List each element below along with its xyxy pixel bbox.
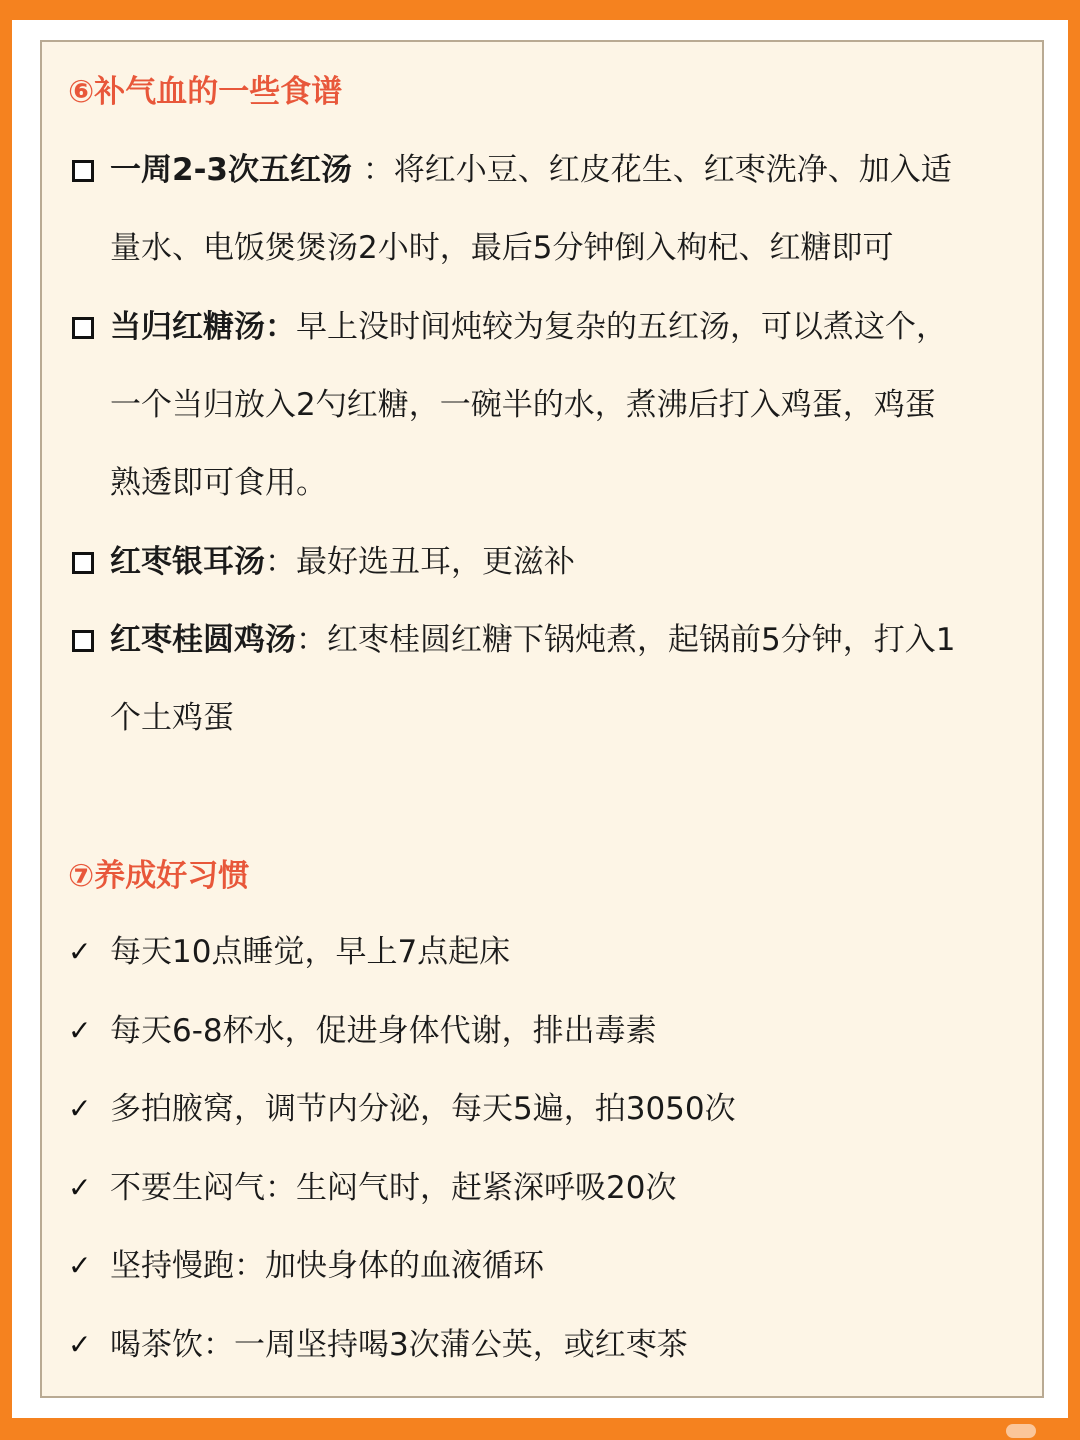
recipe-item-4-line-2: 个土鸡蛋 [110,700,234,736]
recipe-item-1-line-2: 量水、电饭煲煲汤2小时，最后5分钟倒入枸杞、红糖即可 [110,230,894,266]
checkbox-square-icon [72,317,94,339]
recipe-item-1-title: 一周2-3次五红汤 [110,152,363,188]
recipe-item-1-text: ：将红小豆、红皮花生、红枣洗净、加入适 [362,152,952,188]
recipe-item-1-line-1 [110,150,952,190]
section-heading-habits: ⑦养成好习惯 [68,858,250,894]
check-mark-icon: ✓ [68,1328,92,1361]
check-mark-icon: ✓ [68,935,92,968]
recipe-item-2-line-3: 熟透即可食用。 [110,465,327,501]
recipe-item-2-text: 早上没时间炖较为复杂的五红汤，可以煮这个， [296,309,947,345]
checkbox-square-icon [72,160,94,182]
habit-item: 多拍腋窝，调节内分泌，每天5遍，拍3050次 [110,1091,736,1127]
habit-item: 坚持慢跑：加快身体的血液循环 [110,1248,544,1284]
recipe-item-4-title: 红枣桂圆鸡汤 [110,622,296,658]
recipe-item-4-text: ：红枣桂圆红糖下锅炖煮，起锅前5分钟，打入1 [296,622,956,658]
recipe-item-3-title: 红枣银耳汤 [110,544,265,580]
check-mark-icon: ✓ [68,1249,92,1282]
checkbox-square-icon [72,630,94,652]
recipe-item-2-title: 当归红糖汤： [110,309,296,345]
recipe-item-3-text: ：最好选丑耳，更滋补 [265,544,575,580]
recipe-item-4-line-1 [110,620,955,660]
habit-item: 不要生闷气：生闷气时，赶紧深呼吸20次 [110,1170,677,1206]
checkbox-square-icon [72,552,94,574]
recipe-item-2-line-1 [110,307,947,347]
check-mark-icon: ✓ [68,1014,92,1047]
watermark [1006,1424,1036,1438]
recipe-item-2-line-2: 一个当归放入2勺红糖，一碗半的水，煮沸后打入鸡蛋，鸡蛋 [110,387,936,423]
habit-item: 喝茶饮：一周坚持喝3次蒲公英，或红枣茶 [110,1327,688,1363]
section-heading-recipes: ⑥补气血的一些食谱 [68,74,343,110]
habit-item: 每天6-8杯水，促进身体代谢，排出毒素 [110,1013,657,1049]
check-mark-icon: ✓ [68,1171,92,1204]
habit-item: 每天10点睡觉，早上7点起床 [110,934,511,970]
recipe-item-3-line-1 [110,542,575,582]
check-mark-icon: ✓ [68,1092,92,1125]
